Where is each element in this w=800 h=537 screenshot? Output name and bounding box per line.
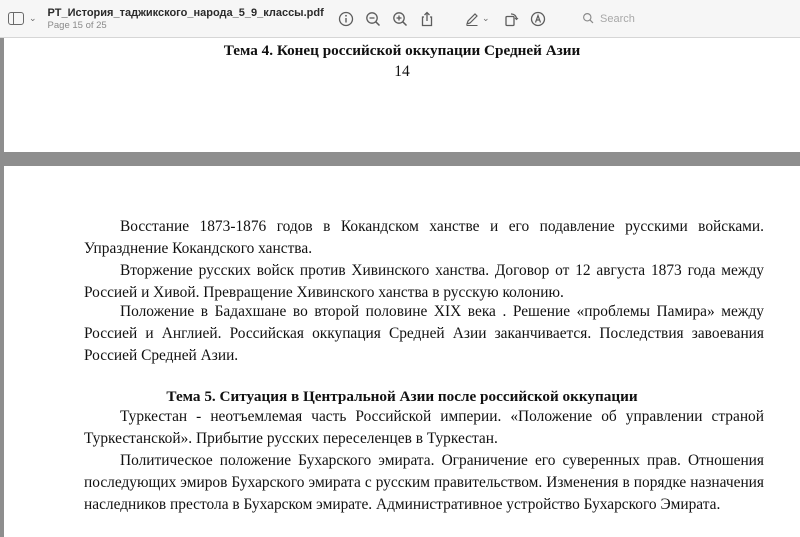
markup-pen-icon[interactable] — [464, 11, 480, 27]
document-title-block — [48, 7, 324, 31]
annotate-icon[interactable] — [530, 11, 546, 27]
search-icon — [582, 12, 595, 25]
paragraph: Положение в Бадахшане во второй половине XIX века . Решение «проблемы Памира» между Россией и Англией. Российская оккупация Средней Азии заканчивается. Последствия завоевания Россией Средней Азии. — [84, 303, 764, 364]
pdf-page-top — [4, 38, 800, 152]
search-input[interactable] — [600, 13, 780, 25]
rotate-icon[interactable] — [503, 11, 519, 27]
chevron-down-icon[interactable]: ⌄ — [29, 13, 37, 24]
toolbar — [0, 0, 800, 38]
info-icon[interactable] — [338, 11, 354, 27]
paragraph: Вторжение русских войск против Хивинского ханства. Договор от 12 августа 1873 года между Россией и Хивой. Превращение Хивинского ханства в русскую колонию. — [84, 262, 764, 301]
paragraph: Политическое положение Бухарского эмирата. Ограничение его суверенных прав. Отношения последующих эмиров Бухарского эмирата с русским правительством. Изменения в порядке назначения наследников престола в Бухарском эмирате. Административное устройство Бухарского Эмирата. — [84, 452, 764, 513]
zoom-out-icon[interactable] — [365, 11, 381, 27]
paragraph: Туркестан - неотъемлемая часть Российской империи. «Положение об управлении страной Туркестанской». Прибытие русских переселенцев в Туркестан. — [84, 408, 764, 447]
sidebar-toggle-icon[interactable] — [8, 12, 24, 25]
search-box[interactable] — [580, 8, 794, 29]
share-icon[interactable] — [419, 11, 435, 27]
paragraph: Восстание 1873-1876 годов в Кокандском ханстве и его подавление русскими войсками. Упразднение Кокандского ханства. — [84, 218, 764, 257]
page-number: 14 — [394, 63, 410, 80]
page-top-heading: Тема 4. Конец российской оккупации Средней Азии — [223, 42, 581, 59]
pdf-page-main — [4, 166, 800, 537]
page-indicator: Page 15 of 25 — [47, 19, 107, 31]
zoom-in-icon[interactable] — [392, 11, 408, 27]
section-heading: Тема 5. Ситуация в Центральной Азии после российской оккупации — [166, 388, 638, 405]
document-title[interactable]: РТ_История_таджикского_народа_5_9_классы.pdf — [47, 6, 324, 19]
markup-chevron-down-icon[interactable]: ⌄ — [482, 14, 490, 24]
